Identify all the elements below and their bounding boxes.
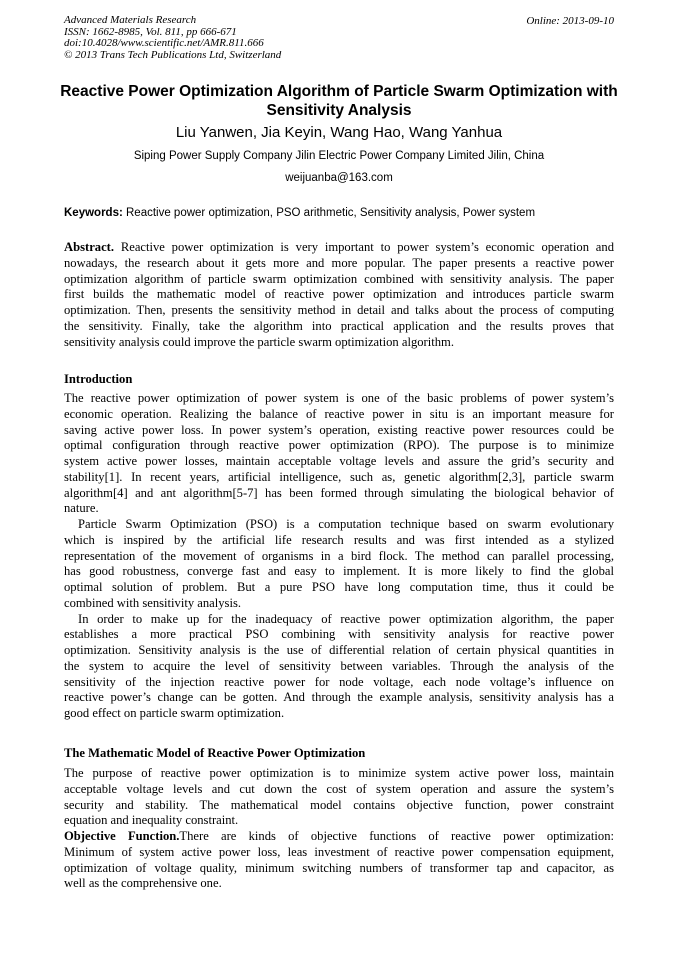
text-line: optimal configuration through reactive power optimization (RPO). The purpose is to minimize: [64, 438, 614, 453]
intro-heading: Introduction: [64, 372, 133, 386]
text-line: establishes a more practical PSO combining with sensitivity analysis for reactive power: [64, 627, 614, 642]
text-line: good effect on particle swarm optimization.: [64, 706, 285, 720]
text-line: sensitivity of the injection reactive power for node voltage, each node voltage’s influence on: [64, 674, 614, 689]
text-line: In order to make up for the inadequacy of reactive power optimization algorithm, the paper: [78, 611, 614, 626]
text-line: nowadays, the research about it gets more and more popular. The paper presents a reactive power: [64, 255, 614, 270]
affiliation: Siping Power Supply Company Jilin Electric Power Company Limited Jilin, China: [133, 150, 545, 162]
text-line: well as the comprehensive one.: [64, 876, 222, 891]
abstract: [64, 240, 614, 350]
intro-body: [64, 391, 614, 722]
text-line: optimization algorithm of particle swarm optimization combined with sensitivity analysis. The paper: [64, 271, 614, 286]
journal-name: Advanced Materials Research: [64, 14, 197, 26]
text-line: the system to acquire the level of sensitivity between variables. Through the analysis of the: [64, 658, 614, 673]
online-date: Online: 2013-09-10: [526, 15, 614, 27]
email: weijuanba@163.com: [285, 172, 393, 184]
copyright: © 2013 Trans Tech Publications Ltd, Switzerland: [64, 48, 282, 61]
text-line: security and stability. The mathematical model contains objective function, power constraint: [64, 797, 614, 812]
text-line: optimal solution of problem. But a pure PSO have long computation time, thus it could be: [64, 580, 614, 594]
text-line: has good robustness, converge fast and easy to implement. It is more likely to find the global: [64, 564, 614, 579]
text-line: saving active power loss. In power system’s operation, existing reactive power resources could be: [64, 422, 614, 437]
text-line: representation of the movement of organisms in a bird flock. The method can parallel processing,: [64, 548, 614, 563]
text-line: sensitivity analysis could improve the particle swarm optimization algorithm.: [64, 334, 454, 349]
journal-header: [64, 15, 281, 61]
abstract-text: Reactive power optimization is very important to power system’s economic operation and: [114, 240, 614, 254]
objective-label: Objective Function.: [64, 829, 180, 843]
text-line: nature.: [64, 501, 99, 516]
text-line: equation and inequality constraint.: [64, 813, 239, 828]
model-body: [64, 766, 614, 892]
issn: ISSN: 1662-8985, Vol. 811, pp 666-671: [64, 25, 237, 38]
keywords-text: Reactive power optimization, PSO arithmetic, Sensitivity analysis, Power system: [122, 207, 536, 219]
text-line: acceptable voltage levels and cut down the cost of system operation and assure the system’s: [64, 781, 614, 796]
text-line: optimization. Then, presents the sensitivity method in detail and talks about the process of computing: [64, 303, 614, 317]
text-line: system active power losses, maintain acceptable voltage levels and assure the grid’s security and: [64, 454, 614, 468]
doi: doi:10.4028/www.scientific.net/AMR.811.666: [64, 37, 264, 49]
text-line: optimization. Sensitivity analysis is the use of differential relation of certain physical quantities in: [64, 643, 614, 657]
keywords-label: Keywords:: [64, 207, 123, 219]
model-heading: The Mathematic Model of Reactive Power Optimization: [64, 746, 366, 760]
text-line: economic operation. Realizing the balance of reactive power in situ is an important measure for: [64, 406, 614, 421]
text-line: the sensitivity. Finally, take the algorithm into practical application and the results proves that: [64, 318, 614, 333]
text-line: which is inspired by the artificial life research results and was first intended as a stylized: [64, 532, 614, 547]
authors: Liu Yanwen, Jia Keyin, Wang Hao, Wang Yanhua: [175, 124, 503, 141]
text-line: The purpose of reactive power optimization is to minimize system active power loss, maintain: [64, 766, 614, 780]
text-line: optimization of voltage quality, minimum switching numbers of transformer tap and capacitor, as: [64, 860, 614, 875]
text-line: stability[1]. In recent years, artificial intelligence, such as, genetic algorithm[2,3], particle swarm: [64, 469, 614, 484]
paper-title: Reactive Power Optimization Algorithm of Particle Swarm Optimization with Sensitivity Analysis: [60, 83, 618, 119]
abstract-label: Abstract.: [64, 240, 115, 254]
text-line: algorithm[4] and ant algorithm[5-7] has been formed through simulating the biological behavior of: [64, 485, 614, 500]
text-line: reactive power’s change can be gotten. And through the example analysis, sensitivity analysis has a: [64, 690, 614, 705]
keywords: [64, 207, 535, 219]
text-line: Particle Swarm Optimization (PSO) is a computation technique based on swarm evolutionary: [78, 517, 614, 531]
text-line: [64, 829, 614, 845]
text-line: combined with sensitivity analysis.: [64, 595, 241, 610]
text-line: The reactive power optimization of power system is one of the basic problems of power system’s: [64, 391, 614, 405]
text-line: [64, 240, 614, 256]
text-line: first builds the mathematic model of reactive power optimization and introduces particle swarm: [64, 287, 614, 302]
text-line: Minimum of system active power loss, leas investment of reactive power compensation equipment,: [64, 844, 614, 859]
objective-text: There are kinds of objective functions of reactive power optimization:: [179, 829, 614, 843]
